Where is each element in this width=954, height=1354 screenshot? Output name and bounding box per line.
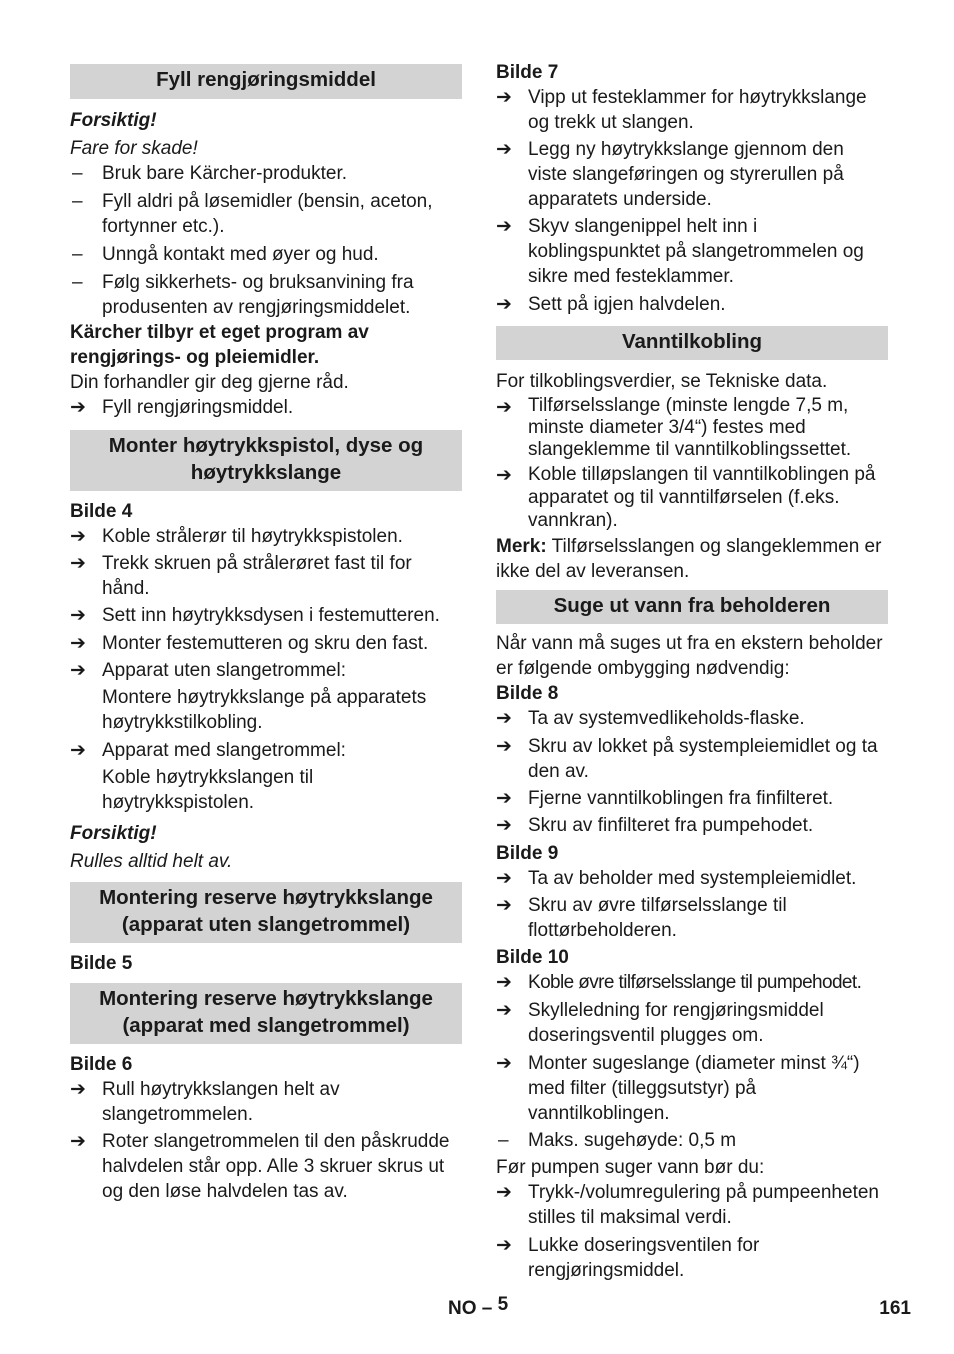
arrow-right-icon: ➔	[496, 465, 512, 486]
figure-reference: Bilde 9	[496, 843, 559, 864]
arrow-right-icon: ➔	[70, 660, 86, 681]
footer-dash: –	[481, 1298, 493, 1319]
action-item: ➔ Skru av øvre tilførselsslange til flottørbeholderen.	[496, 895, 787, 941]
program-note-bold: Kärcher tilbyr et eget program av rengjørings- og pleiemidler.	[70, 322, 369, 368]
action-item: ➔ Trekk skruen på strålerøret fast til for hånd.	[70, 553, 412, 599]
arrow-right-icon: ➔	[70, 633, 86, 654]
action-item: ➔ Lukke doseringsventilen for rengjøringsmiddel.	[496, 1235, 760, 1281]
arrow-right-icon: ➔	[496, 1000, 512, 1021]
action-item: ➔ Skru av finfilteret fra pumpehodet.	[496, 815, 814, 836]
arrow-right-icon: ➔	[496, 397, 512, 418]
arrow-right-icon: ➔	[496, 868, 512, 889]
action-item: ➔ Trykk-/volumregulering på pumpeenheten stilles til maksimal verdi.	[496, 1182, 879, 1228]
arrow-right-icon: ➔	[496, 87, 512, 108]
action-item: ➔ Skylleledning for rengjøringsmiddel doseringsventil plugges om.	[496, 1000, 824, 1046]
caution-text: Fare for skade!	[70, 138, 198, 159]
action-item: ➔ Ta av beholder med systempleiemidlet.	[496, 868, 857, 889]
dash-icon: –	[72, 244, 83, 265]
right-column	[496, 60, 888, 1283]
arrow-right-icon: ➔	[496, 736, 512, 757]
arrow-right-icon: ➔	[496, 972, 512, 993]
action-item: ➔ Monter sugeslange (diameter minst ¾“) med filter (tilleggsutstyr) på vanntilkoblingen.	[496, 1053, 860, 1124]
figure-reference: Bilde 8	[496, 683, 559, 704]
action-item: ➔ Roter slangetrommelen til den påskrudde halvdelen står opp. Alle 3 skruer skrus ut og den løse halvdelen tas av.	[70, 1131, 450, 1202]
action-item: ➔ Skyv slangenippel helt inn i koblingspunktet på slangetrommelen og sikre med festeklammer.	[496, 216, 864, 287]
action-item: ➔ Vipp ut festeklammer for høytrykkslange og trekk ut slangen.	[496, 87, 867, 133]
caution-heading: Forsiktig!	[70, 823, 157, 844]
action-item: ➔ Koble øvre tilførselsslange til pumpehodet.	[496, 972, 862, 993]
action-item: ➔ Rull høytrykkslangen helt av slangetrommelen.	[70, 1079, 340, 1125]
section-title-mount-gun: Monter høytrykkspistol, dyse og høytrykkslange	[70, 430, 462, 491]
action-item: ➔ Sett på igjen halvdelen.	[496, 294, 726, 315]
arrow-right-icon: ➔	[70, 397, 86, 418]
dealer-note: Din forhandler gir deg gjerne råd.	[70, 372, 349, 393]
caution-text: Rulles alltid helt av.	[70, 851, 233, 872]
action-item: ➔ Ta av systemvedlikeholds-flaske.	[496, 708, 805, 729]
action-item: ➔ Koble tilløpslangen til vanntilkoblingen på apparatet og til vanntilførselen (f.eks. vannkran).	[496, 464, 876, 531]
arrow-right-icon: ➔	[496, 788, 512, 809]
action-item: ➔ Apparat med slangetrommel:	[70, 740, 346, 761]
dash-icon: –	[72, 272, 83, 293]
action-item: ➔ Monter festemutteren og skru den fast.	[70, 633, 429, 654]
section-title-reserve-hose-with-drum: Montering reserve høytrykkslange (apparat med slangetrommel)	[70, 983, 462, 1044]
arrow-right-icon: ➔	[496, 815, 512, 836]
connection-values-note: For tilkoblingsverdier, se Tekniske data.	[496, 371, 828, 392]
list-item: – Følg sikkerhets- og bruksanvining fra produsenten av rengjøringsmiddelet.	[72, 272, 414, 318]
arrow-right-icon: ➔	[70, 605, 86, 626]
note-label: Merk:	[496, 536, 547, 557]
action-item: ➔ Apparat uten slangetrommel:	[70, 660, 346, 681]
figure-reference: Bilde 6	[70, 1054, 133, 1075]
arrow-right-icon: ➔	[496, 216, 512, 237]
action-item: ➔ Legg ny høytrykkslange gjennom den viste slangeføringen og styrerullen på apparatets underside.	[496, 139, 844, 210]
arrow-right-icon: ➔	[496, 294, 512, 315]
arrow-right-icon: ➔	[496, 708, 512, 729]
list-item: – Bruk bare Kärcher-produkter.	[72, 163, 348, 184]
section-title-suction: Suge ut vann fra beholderen	[496, 590, 888, 624]
action-item: ➔ Fjerne vanntilkoblingen fra finfilteret.	[496, 788, 834, 809]
note-text: Tilførselsslangen og slangeklemmen er ikke del av leveransen.	[496, 536, 882, 582]
arrow-right-icon: ➔	[70, 1131, 86, 1152]
arrow-right-icon: ➔	[70, 740, 86, 761]
section-title-water-connection: Vanntilkobling	[496, 326, 888, 360]
arrow-right-icon: ➔	[496, 1053, 512, 1074]
before-pump-note: Før pumpen suger vann bør du:	[496, 1157, 765, 1178]
section-title-reserve-hose-without-drum: Montering reserve høytrykkslange (apparat uten slangetrommel)	[70, 882, 462, 943]
caution-heading: Forsiktig!	[70, 110, 157, 131]
action-item: ➔ Fyll rengjøringsmiddel.	[70, 397, 294, 418]
list-item: – Fyll aldri på løsemidler (bensin, aceton, fortynner etc.).	[72, 191, 433, 237]
left-column	[70, 60, 462, 1204]
action-item: ➔ Sett inn høytrykksdysen i festemutteren.	[70, 605, 440, 626]
arrow-right-icon: ➔	[496, 1182, 512, 1203]
action-item: ➔ Skru av lokket på systempleiemidlet og ta den av.	[496, 736, 878, 782]
arrow-right-icon: ➔	[70, 1079, 86, 1100]
list-item: – Unngå kontakt med øyer og hud.	[72, 244, 379, 265]
footer-section-number: 5	[497, 1294, 509, 1315]
dash-icon: –	[72, 191, 83, 212]
figure-reference: Bilde 5	[70, 953, 133, 974]
arrow-right-icon: ➔	[496, 1235, 512, 1256]
arrow-right-icon: ➔	[70, 553, 86, 574]
dash-icon: –	[72, 163, 83, 184]
arrow-right-icon: ➔	[70, 526, 86, 547]
page-footer-section	[448, 1296, 508, 1321]
action-item: ➔ Koble strålerør til høytrykkspistolen.	[70, 526, 403, 547]
figure-reference: Bilde 10	[496, 947, 569, 968]
list-item: – Maks. sugehøyde: 0,5 m	[498, 1130, 737, 1151]
footer-language: NO	[448, 1298, 477, 1319]
dash-icon: –	[498, 1130, 509, 1151]
note	[496, 534, 888, 584]
page-number: 161	[879, 1298, 911, 1319]
action-item-continued: Montere høytrykkslange på apparatets høytrykkstilkobling.	[102, 687, 427, 733]
figure-reference: Bilde 7	[496, 62, 559, 83]
arrow-right-icon: ➔	[496, 139, 512, 160]
suction-intro: Når vann må suges ut fra en ekstern beholder er følgende ombygging nødvendig:	[496, 633, 883, 679]
action-item-continued: Koble høytrykkslangen til høytrykkspistolen.	[102, 767, 314, 813]
arrow-right-icon: ➔	[496, 895, 512, 916]
figure-reference: Bilde 4	[70, 501, 133, 522]
action-item: ➔ Tilførselsslange (minste lengde 7,5 m, minste diameter 3/4“) festes med slangeklemme til vanntilkoblingssettet.	[496, 395, 852, 460]
section-title-fill-detergent: Fyll rengjøringsmiddel	[70, 64, 462, 99]
